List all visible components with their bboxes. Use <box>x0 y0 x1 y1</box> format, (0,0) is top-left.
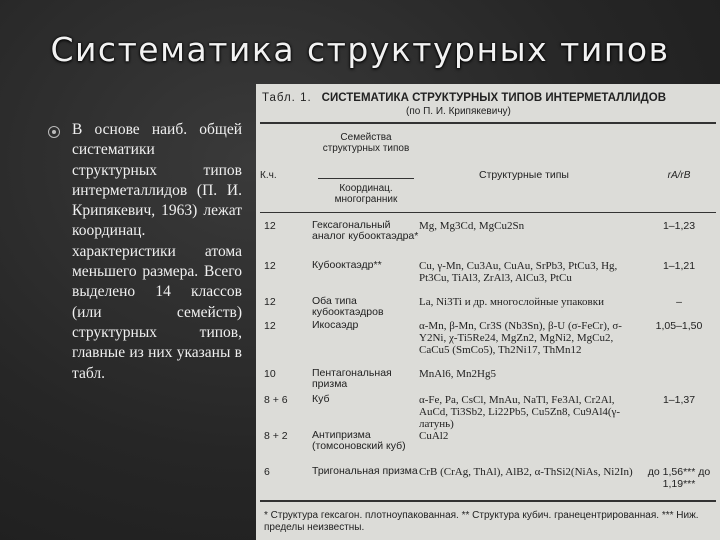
cell-ratio: 1,05–1,50 <box>655 320 703 332</box>
cell-ratio: – <box>676 296 682 308</box>
cell-kc: 10 <box>264 368 276 380</box>
table-caption <box>262 92 666 104</box>
cell-ratio: до 1,56*** до 1,19*** <box>647 466 711 490</box>
table-subtitle: (по П. И. Крипякевичу) <box>406 106 511 117</box>
table-title: СИСТЕМАТИКА СТРУКТУРНЫХ ТИПОВ ИНТЕРМЕТАЛЛИДОВ <box>321 92 667 104</box>
cell-kc: 6 <box>264 466 270 478</box>
header-kc: К.ч. <box>260 170 277 181</box>
body-paragraph: В основе наиб. общей систематики структурных типов интерметаллидов (П. И. Крипякевич, 1963) лежат координац. характеристики атома меньшего размера. Всего выделено 14 классов (или семейств) структурных типов, главные из них указаны в табл. <box>72 121 242 382</box>
header-types: Структурные типы <box>479 169 569 181</box>
cell-kc: 12 <box>264 320 276 332</box>
cell-family: Оба типа кубооктаэдров <box>312 295 384 318</box>
cell-types: α-Fe, Pa, CsCl, MnAu, NaTl, Fe3Al, Cr2Al, AuCd, Ti3Sb2, Li22Pb5, Cu5Zn8, Cu9Al4(γ-латунь) <box>419 394 621 430</box>
cell-family: Кубооктаэдр** <box>312 259 382 271</box>
header-ratio: rA/rB <box>667 170 691 181</box>
cell-family: Куб <box>312 393 330 405</box>
cell-family: Антипризма (томсоновский куб) <box>312 429 406 452</box>
cell-types: Cu, γ-Mn, Cu3Au, CuAu, SrPb3, PtCu3, Hg, Pt3Cu, TiAl3, ZrAl3, AlCu3, PtCu <box>419 260 618 284</box>
table-label: Табл. 1. <box>262 92 312 104</box>
cell-types: CrB (CrAg, ThAl), AlB2, α-ThSi2(NiAs, Ni2In) <box>419 466 633 478</box>
cell-family: Гексагональный аналог кубооктаэдра* <box>312 219 419 242</box>
cell-types: La, Ni3Ti и др. многослойные упаковки <box>419 296 604 308</box>
cell-family: Икосаэдр <box>312 319 359 331</box>
cell-types: CuAl2 <box>419 430 449 442</box>
cell-family: Тригональная призма <box>312 465 418 477</box>
cell-types: MnAl6, Mn2Hg5 <box>419 368 497 380</box>
cell-family: Пентагональная призма <box>312 367 392 390</box>
header-coord: Координац. многогранник <box>334 183 398 205</box>
table-footnote: * Структура гексагон. плотноупакованная. ** Структура кубич. гранецентрированная. *** Ниж. пределы неизвестны. <box>264 510 699 533</box>
cell-types: Mg, Mg3Cd, MgCu2Sn <box>419 220 525 232</box>
header-families: Семейства структурных типов <box>322 132 410 154</box>
header-divider <box>318 178 414 179</box>
table-scan <box>256 84 720 540</box>
cell-types: α-Mn, β-Mn, Cr3S (Nb3Sn), β-U (σ-FeCr), σ-Y2Ni, χ-Ti5Re24, MgZn2, MgNi2, MgCu2, CaCu5 (SmCo5), Th2Ni17, ThMn12 <box>419 320 622 356</box>
cell-ratio: 1–1,23 <box>662 220 696 232</box>
table-rule-top <box>260 122 716 124</box>
cell-kc: 8 + 2 <box>264 430 288 442</box>
cell-kc: 12 <box>264 220 276 232</box>
bullet-icon <box>48 126 60 138</box>
cell-kc: 12 <box>264 260 276 272</box>
cell-ratio: 1–1,37 <box>662 394 696 406</box>
slide-title: Систематика структурных типов <box>50 30 670 69</box>
table-rule-bottom <box>260 500 716 502</box>
cell-kc: 8 + 6 <box>264 394 288 406</box>
table-rule-header <box>260 212 716 213</box>
cell-ratio: 1–1,21 <box>662 260 696 272</box>
cell-kc: 12 <box>264 296 276 308</box>
